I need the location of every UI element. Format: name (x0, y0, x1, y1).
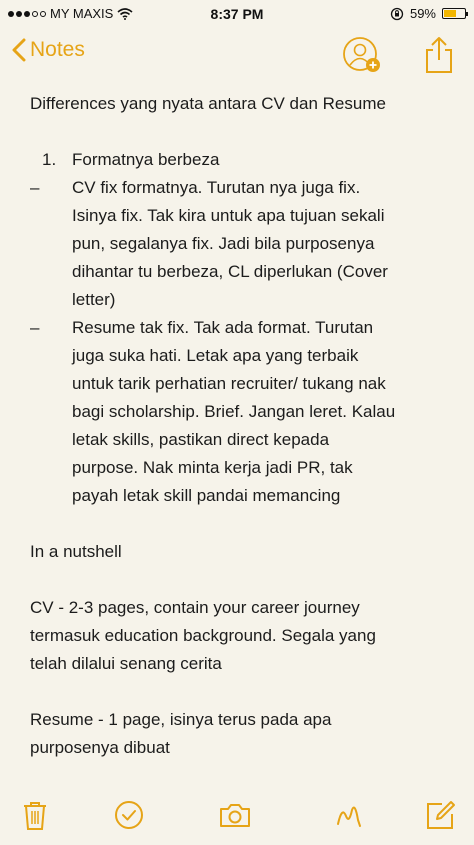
bullet-text (72, 314, 450, 510)
note-body[interactable] (30, 90, 450, 762)
text-line: pun, segalanya fix. Jadi bila purposenya (72, 234, 375, 253)
back-label: Notes (30, 38, 85, 61)
text-line: Resume tak fix. Tak ada format. Turutan (72, 318, 374, 337)
bullet-marker: – (30, 178, 40, 197)
nutshell-heading: In a nutshell (30, 542, 122, 561)
sketch-icon[interactable] (332, 798, 366, 832)
bullet-text (72, 174, 450, 314)
bullet-marker: – (30, 318, 40, 337)
battery-percent: 59% (409, 6, 436, 21)
cv-summary-line: telah dilalui senang cerita (30, 654, 222, 673)
cv-summary-line: CV - 2-3 pages, contain your career journey (30, 598, 360, 617)
bottom-toolbar (0, 792, 474, 842)
numbered-item (30, 146, 450, 174)
nav-bar (0, 30, 474, 80)
note-title: Differences yang nyata antara CV dan Resume (30, 94, 386, 113)
trash-icon[interactable] (18, 798, 52, 832)
text-line: dihantar tu berbeza, CL diperlukan (Cover (72, 262, 388, 281)
resume-summary-line: Resume - 1 page, isinya terus pada apa (30, 710, 332, 729)
resume-summary-line: purposenya dibuat (30, 738, 170, 757)
battery-icon (442, 8, 466, 19)
text-line: Isinya fix. Tak kira untuk apa tujuan sekali (72, 206, 385, 225)
add-people-icon[interactable] (342, 36, 382, 76)
status-bar (0, 0, 474, 30)
carrier-name: MY MAXIS (50, 6, 114, 21)
text-line: bagi scholarship. Brief. Jangan leret. Kalau (72, 402, 396, 421)
bullet-item (30, 314, 450, 510)
text-line: untuk tarik perhatian recruiter/ tukang nak (72, 374, 386, 393)
cv-summary-line: termasuk education background. Segala yang (30, 626, 376, 645)
back-button[interactable] (12, 38, 85, 62)
text-line: CV fix formatnya. Turutan nya juga fix. (72, 178, 361, 197)
list-number: 1. (42, 150, 57, 169)
text-line: juga suka hati. Letak apa yang terbaik (72, 346, 359, 365)
text-line: letter) (72, 290, 116, 309)
bullet-item (30, 174, 450, 314)
text-line: payah letak skill pandai memancing (72, 486, 341, 505)
compose-icon[interactable] (424, 798, 458, 832)
camera-icon[interactable] (218, 798, 252, 832)
clock: 8:37 PM (210, 6, 264, 22)
list-item-text: Formatnya berbeza (72, 150, 220, 169)
orientation-lock-icon (390, 7, 404, 21)
text-line: letak skills, pastikan direct kepada (72, 430, 330, 449)
text-line: purpose. Nak minta kerja jadi PR, tak (72, 458, 353, 477)
status-right (390, 6, 466, 21)
checklist-icon[interactable] (112, 798, 146, 832)
share-icon[interactable] (424, 36, 454, 74)
chevron-left-icon (12, 38, 26, 62)
